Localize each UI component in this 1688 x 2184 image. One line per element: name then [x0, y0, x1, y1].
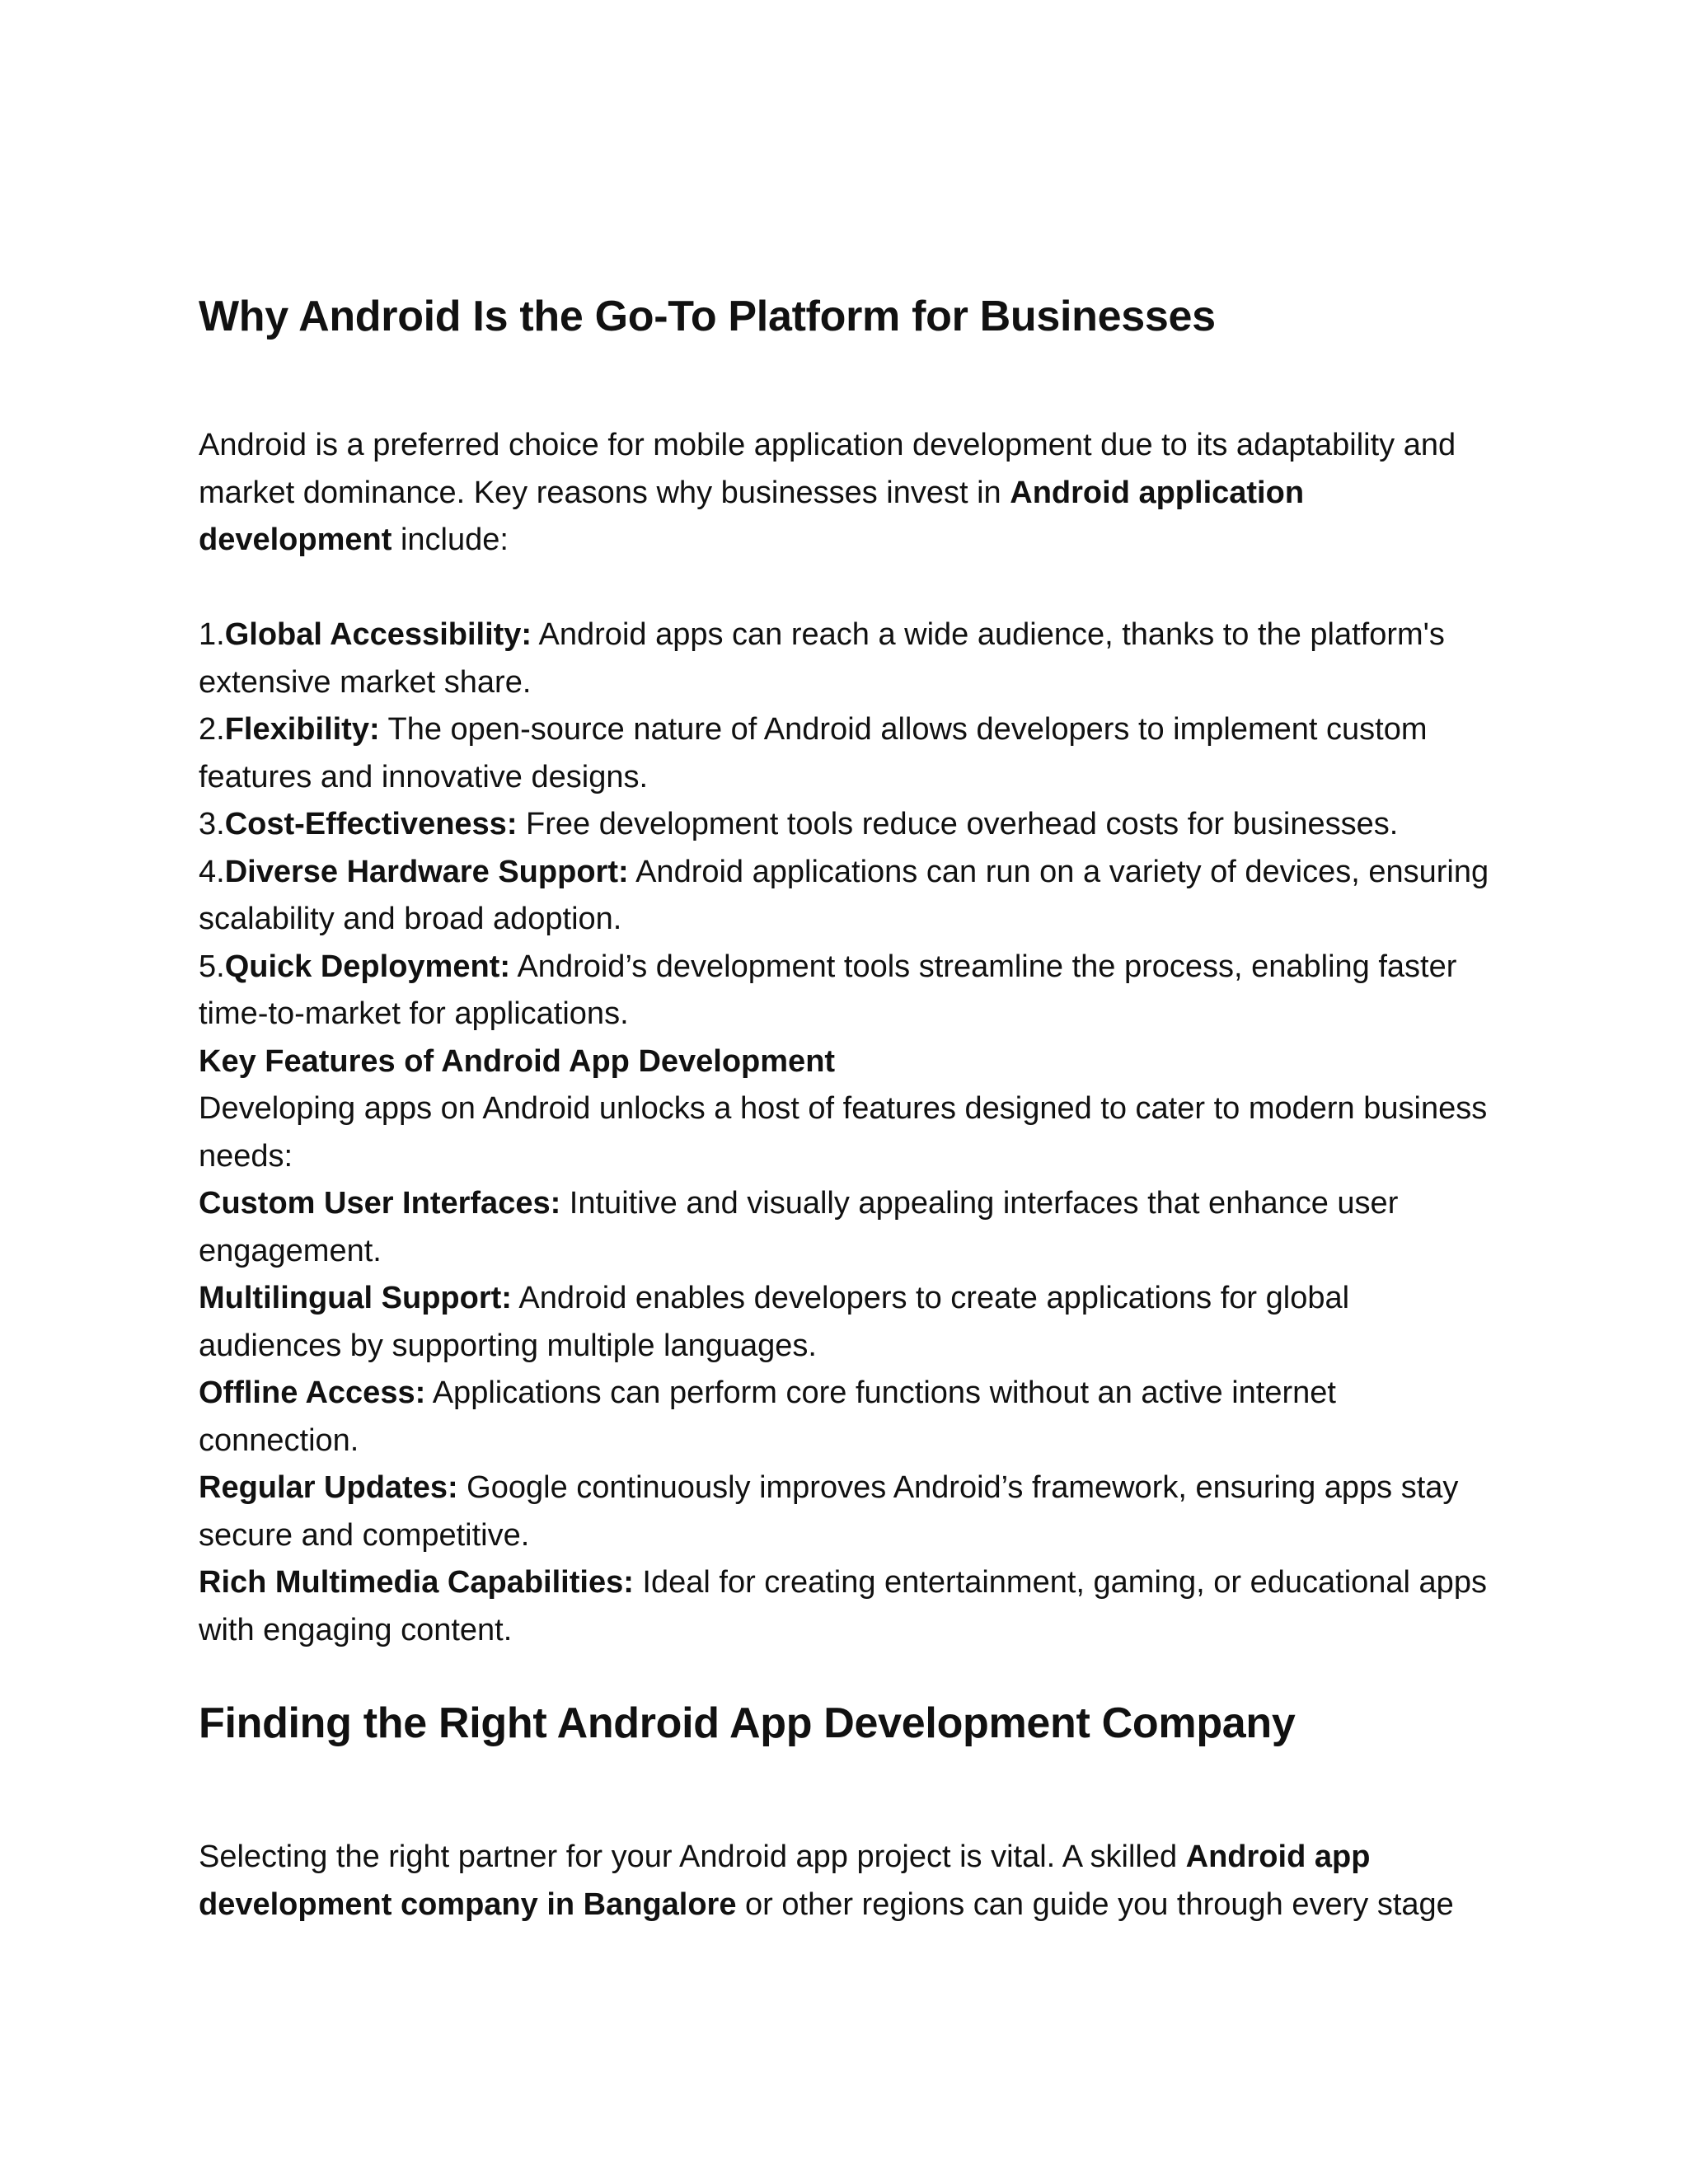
list-item-title: Cost-Effectiveness:	[224, 807, 518, 841]
intro-paragraph	[199, 422, 1493, 565]
feature-item	[199, 1559, 1493, 1654]
closing-bold-phrase: Android app development company in Bangalore	[199, 1840, 1371, 1922]
features-subheading: Key Features of Android App Development	[199, 1043, 836, 1079]
list-item-text: The open-source nature of Android allows developers to implement custom features and innovative designs.	[199, 712, 1428, 794]
feature-text: Android enables developers to create applications for global audiences by supporting multiple languages.	[199, 1281, 1350, 1363]
paragraph-spacer	[199, 565, 1493, 612]
list-item	[199, 801, 1493, 849]
list-item	[199, 944, 1493, 1038]
feature-title: Multilingual Support:	[199, 1281, 512, 1315]
list-item-number: 3.	[199, 807, 225, 841]
feature-text: Google continuously improves Android’s framework, ensuring apps stay secure and competitive.	[199, 1470, 1459, 1553]
intro-bold-phrase: Android application development	[199, 475, 1305, 557]
closing-text-start: Selecting the right partner for your Android app project is vital. A skilled	[199, 1840, 1186, 1874]
list-item-title: Flexibility:	[224, 712, 380, 747]
feature-title: Rich Multimedia Capabilities:	[199, 1565, 634, 1600]
feature-text: Intuitive and visually appealing interfaces that enhance user engagement.	[199, 1186, 1399, 1268]
features-list	[199, 1180, 1493, 1654]
intro-text-start: Android is a preferred choice for mobile application development due to its adaptability and market dominance. Key reasons why businesses invest in	[199, 428, 1456, 510]
feature-title: Regular Updates:	[199, 1470, 458, 1505]
feature-item	[199, 1180, 1493, 1275]
reasons-list	[199, 612, 1493, 1038]
list-item-text: Android’s development tools streamline the process, enabling faster time-to-market for applications.	[199, 949, 1457, 1031]
feature-title: Custom User Interfaces:	[199, 1186, 561, 1221]
feature-text: Ideal for creating entertainment, gaming, or educational apps with engaging content.	[199, 1565, 1487, 1647]
list-item-number: 1.	[199, 617, 225, 652]
list-item-title: Diverse Hardware Support:	[224, 854, 629, 889]
intro-text-end: include:	[392, 523, 509, 557]
features-intro: Developing apps on Android unlocks a host of features designed to cater to modern business needs:	[199, 1091, 1488, 1174]
section-heading-why-android: Why Android Is the Go-To Platform for Businesses	[199, 293, 1216, 340]
feature-item	[199, 1275, 1493, 1370]
closing-paragraph	[199, 1834, 1493, 1929]
closing-text-end: or other regions can guide you through every stage	[736, 1886, 1454, 1922]
list-item	[199, 706, 1493, 801]
section-heading-finding-company: Finding the Right Android App Development Company	[199, 1699, 1296, 1747]
list-item-text: Android apps can reach a wide audience, thanks to the platform's extensive market share.	[199, 617, 1445, 700]
list-item	[199, 849, 1493, 944]
list-item-text: Free development tools reduce overhead costs for businesses.	[517, 807, 1399, 841]
feature-item	[199, 1370, 1493, 1465]
list-item-text: Android applications can run on a variety of devices, ensuring scalability and broad adoption.	[199, 854, 1489, 936]
list-item-title: Global Accessibility:	[224, 617, 532, 652]
feature-item	[199, 1465, 1493, 1559]
document-content	[199, 287, 1493, 1929]
list-item-number: 4.	[199, 854, 225, 889]
feature-text: Applications can perform core functions without an active internet connection.	[199, 1376, 1336, 1458]
list-item	[199, 612, 1493, 706]
list-item-number: 2.	[199, 712, 225, 747]
list-item-title: Quick Deployment:	[224, 949, 510, 984]
list-item-number: 5.	[199, 949, 225, 984]
feature-title: Offline Access:	[199, 1376, 426, 1410]
